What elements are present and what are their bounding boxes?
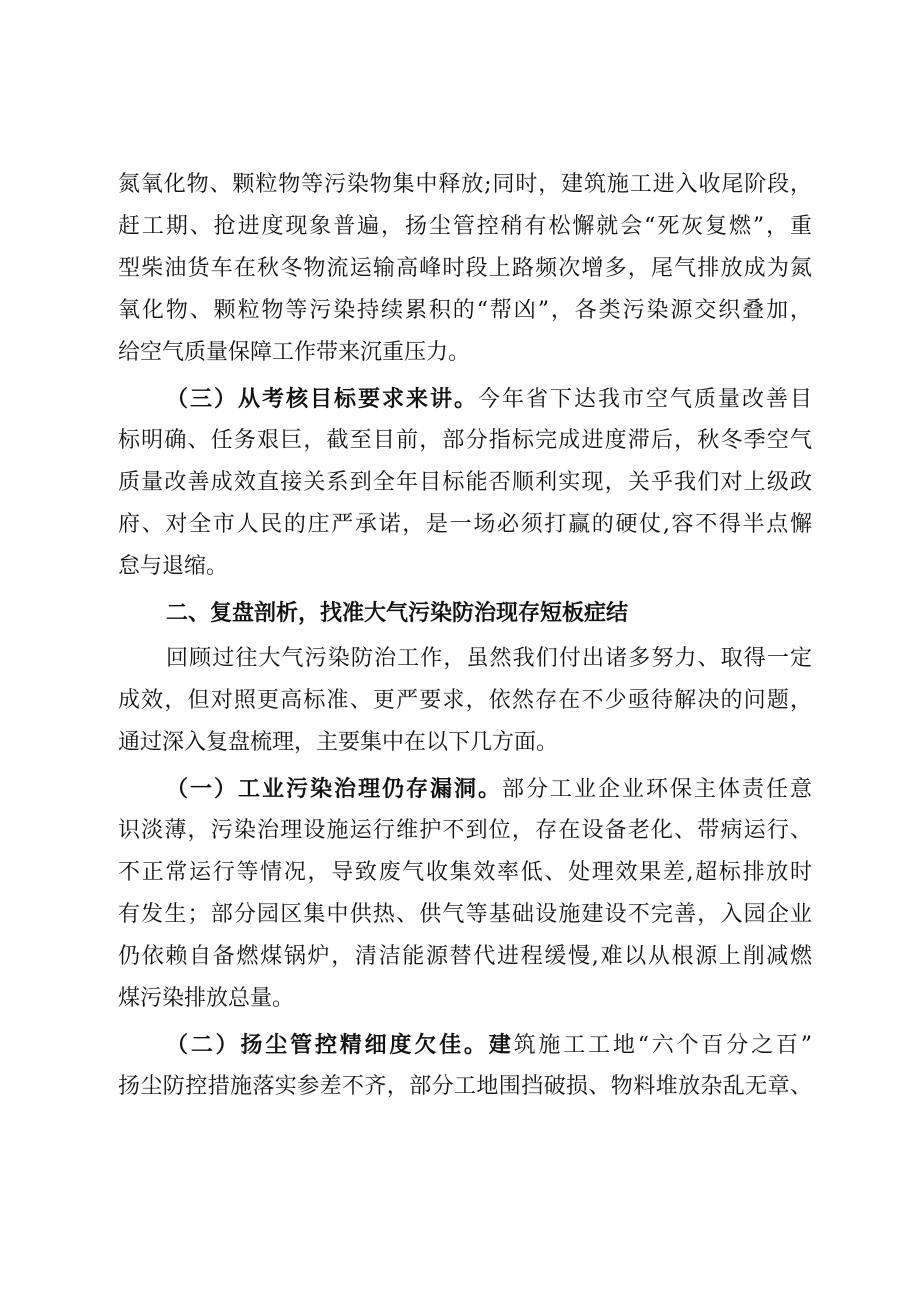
text-line	[118, 378, 812, 420]
section-heading: 二、复盘剖析，找准大气污染防治现存短板症结	[166, 600, 629, 626]
text-line: 扬尘防控措施落实参差不齐，部分工地围挡破损、物料堆放杂乱无章、	[118, 1074, 812, 1099]
paragraph-lead: （二）扬尘管控精细度欠佳。建	[166, 1032, 514, 1058]
text-line: 仍依赖自备燃煤锅炉，清洁能源替代进程缓慢,难以从根源上削减燃	[118, 944, 812, 969]
paragraph-review	[118, 638, 812, 764]
text-line: 成效，但对照更高标准、更严要求，依然存在不少亟待解决的问题，	[118, 688, 812, 713]
section-heading-container	[118, 592, 812, 634]
text-line: 赶工期、抢进度现象普遍，扬尘管控稍有松懈就会“死灰复燃”，重	[118, 214, 812, 239]
text-line: 有发生；部分园区集中供热、供气等基础设施建设不完善，入园企业	[118, 902, 812, 927]
paragraph-industrial-pollution	[118, 768, 812, 1020]
text-line: 不正常运行等情况，导致废气收集效率低、处理效果差,超标排放时	[118, 860, 812, 885]
paragraph-lead: （三）从考核目标要求来讲。	[166, 386, 478, 412]
paragraph-lead: （一）工业污染治理仍存漏洞。	[166, 776, 502, 802]
text-line: 氧化物、颗粒物等污染持续累积的“帮凶”，各类污染源交织叠加，	[118, 298, 812, 323]
text-line	[118, 1024, 812, 1066]
paragraph-assessment-target	[118, 378, 812, 588]
paragraph-continuation	[118, 164, 812, 374]
text-line	[118, 768, 812, 810]
text-line: 通过深入复盘梳理，主要集中在以下几方面。	[118, 730, 559, 755]
paragraph-text: 部分工业企业环保主体责任意	[501, 777, 812, 802]
text-line: 怠与退缩。	[118, 554, 229, 579]
text-line: 质量改善成效直接关系到全年目标能否顺利实现，关乎我们对上级政	[118, 470, 812, 495]
text-line: 标明确、任务艰巨，截至目前，部分指标完成进度滞后，秋冬季空气	[118, 428, 812, 453]
paragraph-text: 筑施工工地“六个百分之百”	[513, 1033, 812, 1058]
paragraph-text: 今年省下达我市空气质量改善目	[478, 387, 812, 412]
text-line: 给空气质量保障工作带来沉重压力。	[118, 340, 471, 365]
document-page	[118, 164, 812, 1108]
text-line: 识淡薄，污染治理设施运行维护不到位，存在设备老化、带病运行、	[118, 818, 812, 843]
paragraph-dust-control	[118, 1024, 812, 1108]
text-line: 回顾过往大气污染防治工作，虽然我们付出诸多努力、取得一定	[166, 646, 812, 671]
text-line: 煤污染排放总量。	[118, 986, 295, 1011]
text-line: 府、对全市人民的庄严承诺，是一场必须打赢的硬仗,容不得半点懈	[118, 512, 812, 537]
text-line: 型柴油货车在秋冬物流运输高峰时段上路频次增多，尾气排放成为氮	[118, 256, 812, 281]
text-line: 氮氧化物、颗粒物等污染物集中释放;同时，建筑施工进入收尾阶段，	[118, 172, 812, 197]
